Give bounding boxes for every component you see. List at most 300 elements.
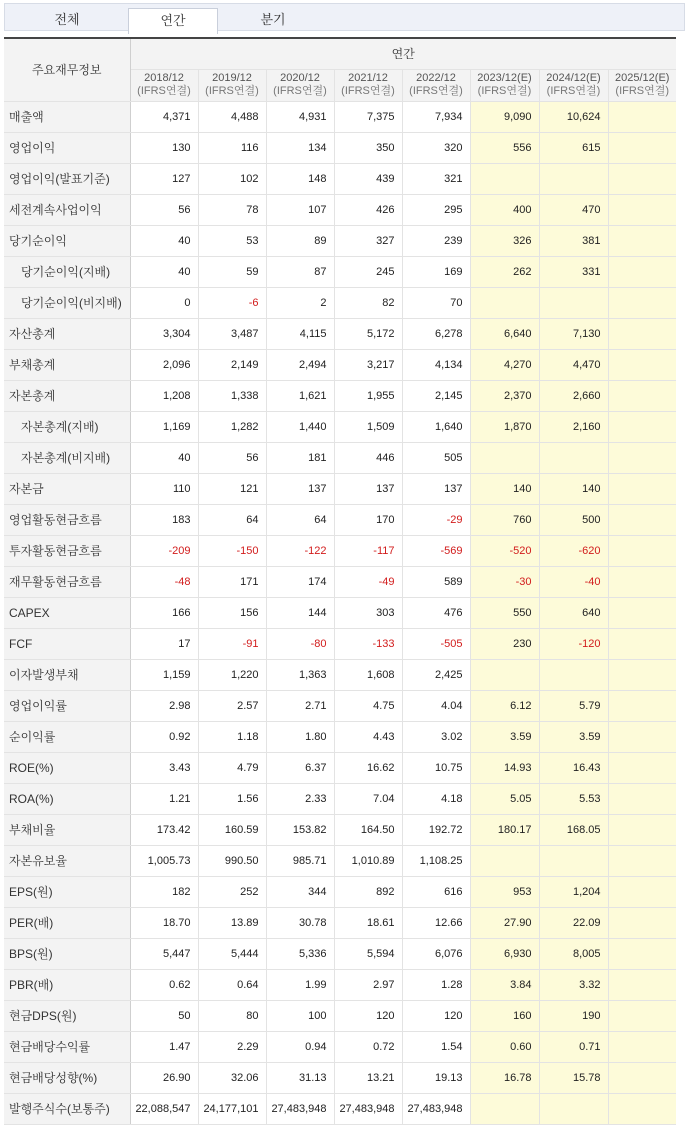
table-cell: 760 [470,504,539,535]
table-cell: 2.57 [198,690,266,721]
table-cell: 4.79 [198,752,266,783]
year-basis: (IFRS연결) [546,85,601,97]
table-cell: 0.71 [539,1031,608,1062]
table-cell: 3.59 [470,721,539,752]
row-label[interactable]: 부채비율 [4,814,130,845]
table-cell: 5,447 [130,938,198,969]
table-cell: 70 [402,287,470,318]
table-cell [608,721,676,752]
table-cell: 14.93 [470,752,539,783]
table-cell [608,225,676,256]
table-cell: 22,088,547 [130,1093,198,1124]
table-cell: 321 [402,163,470,194]
table-cell: 2,494 [266,349,334,380]
tab-all[interactable]: 전체 [54,12,80,27]
table-cell: 2.33 [266,783,334,814]
tab-bar [4,3,685,31]
table-cell: 16.62 [334,752,402,783]
table-cell: 470 [539,194,608,225]
table-cell [608,752,676,783]
table-cell [608,194,676,225]
table-cell: 18.70 [130,907,198,938]
table-cell: 381 [539,225,608,256]
row-label[interactable]: ROA(%) [4,783,130,814]
table-row [4,814,676,845]
table-cell: 1,640 [402,411,470,442]
year-basis: (IFRS연결) [341,85,395,97]
table-cell: 130 [130,132,198,163]
year-basis: (IFRS연결) [409,85,463,97]
table-cell: -122 [266,535,334,566]
table-cell [608,1093,676,1124]
table-cell: 556 [470,132,539,163]
table-row [4,845,676,876]
row-label[interactable]: 순이익률 [4,721,130,752]
table-cell: 40 [130,225,198,256]
table-cell [539,163,608,194]
table-cell: 26.90 [130,1062,198,1093]
table-cell: 2,425 [402,659,470,690]
table-cell: 50 [130,1000,198,1031]
table-cell: 164.50 [334,814,402,845]
table-cell [539,1093,608,1124]
table-row [4,876,676,907]
table-row [4,566,676,597]
table-cell: 1,870 [470,411,539,442]
table-row [4,411,676,442]
table-cell [608,132,676,163]
table-row [4,318,676,349]
table-cell: 476 [402,597,470,628]
table-cell: 1,208 [130,380,198,411]
table-cell: 40 [130,256,198,287]
row-label[interactable]: 자본총계(비지배) [4,442,130,473]
table-cell: 182 [130,876,198,907]
year-period: 2018/12 [144,72,184,84]
financial-table [4,37,676,1125]
table-cell: 953 [470,876,539,907]
table-row [4,721,676,752]
tab-quarterly[interactable]: 분기 [260,12,286,27]
table-cell: 985.71 [266,845,334,876]
table-row [4,752,676,783]
table-cell: 1,608 [334,659,402,690]
table-cell: 24,177,101 [198,1093,266,1124]
row-label[interactable]: 자본금 [4,473,130,504]
table-cell [608,814,676,845]
table-cell: 3.84 [470,969,539,1000]
table-cell: 344 [266,876,334,907]
table-row [4,1000,676,1031]
row-label[interactable]: 영업이익 [4,132,130,163]
row-label[interactable]: 부채총계 [4,349,130,380]
table-cell: 295 [402,194,470,225]
table-cell: 7,934 [402,101,470,132]
table-cell [608,876,676,907]
table-cell: -120 [539,628,608,659]
table-cell [608,163,676,194]
table-cell: 1.80 [266,721,334,752]
table-cell: 153.82 [266,814,334,845]
table-cell: 171 [198,566,266,597]
table-cell: -49 [334,566,402,597]
table-cell: 262 [470,256,539,287]
table-cell: 0 [130,287,198,318]
table-cell: 400 [470,194,539,225]
table-cell: 4,371 [130,101,198,132]
table-cell: 32.06 [198,1062,266,1093]
table-cell: 5.53 [539,783,608,814]
table-row [4,938,676,969]
table-cell: 170 [334,504,402,535]
table-cell: 1,509 [334,411,402,442]
table-cell: 3.59 [539,721,608,752]
table-cell: 13.89 [198,907,266,938]
table-cell: 3.43 [130,752,198,783]
table-cell: 327 [334,225,402,256]
table-cell: 5,336 [266,938,334,969]
table-row [4,504,676,535]
table-cell: 4,931 [266,101,334,132]
table-cell [470,659,539,690]
table-cell: 137 [266,473,334,504]
row-label[interactable]: 영업이익률 [4,690,130,721]
table-cell: -620 [539,535,608,566]
row-label[interactable]: 자본총계 [4,380,130,411]
table-cell: 140 [539,473,608,504]
table-cell: 64 [198,504,266,535]
table-cell [608,659,676,690]
table-cell: -48 [130,566,198,597]
table-cell: 56 [130,194,198,225]
table-row [4,907,676,938]
table-cell: -569 [402,535,470,566]
table-cell: 64 [266,504,334,535]
table-cell: 439 [334,163,402,194]
table-cell: 190 [539,1000,608,1031]
row-label[interactable]: 자산총계 [4,318,130,349]
table-cell: 4,470 [539,349,608,380]
table-cell: 252 [198,876,266,907]
table-cell: 1,005.73 [130,845,198,876]
table-cell: 18.61 [334,907,402,938]
year-header [266,69,334,101]
table-cell [608,969,676,1000]
row-label[interactable]: PBR(배) [4,969,130,1000]
table-cell [539,442,608,473]
table-cell: 326 [470,225,539,256]
table-cell [608,318,676,349]
table-cell [470,442,539,473]
table-cell: 13.21 [334,1062,402,1093]
table-cell: 156 [198,597,266,628]
table-cell: 192.72 [402,814,470,845]
year-basis: (IFRS연결) [137,85,191,97]
table-cell: 4.04 [402,690,470,721]
table-cell: 120 [334,1000,402,1031]
row-label[interactable]: 현금배당성향(%) [4,1062,130,1093]
row-label[interactable]: CAPEX [4,597,130,628]
table-cell [608,101,676,132]
table-row [4,473,676,504]
table-cell [539,287,608,318]
table-cell: 4,488 [198,101,266,132]
row-label[interactable]: 당기순이익(지배) [4,256,130,287]
year-header [608,69,676,101]
table-cell: 30.78 [266,907,334,938]
table-cell: 27,483,948 [266,1093,334,1124]
table-cell: 5,444 [198,938,266,969]
table-cell [608,597,676,628]
table-cell: 78 [198,194,266,225]
table-cell: 2.97 [334,969,402,1000]
row-label[interactable]: 발행주식수(보통주) [4,1093,130,1124]
table-cell: 5,172 [334,318,402,349]
table-cell: 10,624 [539,101,608,132]
table-cell [608,380,676,411]
year-period: 2019/12 [212,72,252,84]
row-label[interactable]: FCF [4,628,130,659]
table-row [4,1062,676,1093]
table-cell: 4.18 [402,783,470,814]
table-row [4,783,676,814]
table-row [4,287,676,318]
table-cell [470,287,539,318]
table-cell: 160.59 [198,814,266,845]
table-cell: 56 [198,442,266,473]
table-cell [539,845,608,876]
table-cell [470,845,539,876]
table-row [4,597,676,628]
table-cell [608,783,676,814]
table-cell: 1.28 [402,969,470,1000]
table-cell: 3,487 [198,318,266,349]
table-cell: 1,338 [198,380,266,411]
table-row [4,535,676,566]
table-cell: 1,621 [266,380,334,411]
row-label[interactable]: 이자발생부채 [4,659,130,690]
table-cell [608,442,676,473]
row-label[interactable]: 매출액 [4,101,130,132]
table-cell: 2,660 [539,380,608,411]
table-cell [608,938,676,969]
table-cell [608,907,676,938]
table-cell: 1,220 [198,659,266,690]
table-cell: 27,483,948 [334,1093,402,1124]
table-cell: 127 [130,163,198,194]
table-cell: 0.62 [130,969,198,1000]
table-cell: 17 [130,628,198,659]
row-label[interactable]: 당기순이익 [4,225,130,256]
table-cell: 239 [402,225,470,256]
year-period: 2025/12(E) [615,72,670,84]
row-label[interactable]: 현금배당수익률 [4,1031,130,1062]
table-cell: 27,483,948 [402,1093,470,1124]
row-label[interactable]: 자본총계(지배) [4,411,130,442]
table-cell: -505 [402,628,470,659]
table-row [4,163,676,194]
table-cell: 110 [130,473,198,504]
table-cell: 12.66 [402,907,470,938]
table-cell: 6,076 [402,938,470,969]
table-cell: 0.60 [470,1031,539,1062]
table-row [4,101,676,132]
year-header [539,69,608,101]
tab-annual[interactable]: 연간 [128,8,218,34]
table-cell: 589 [402,566,470,597]
table-cell: 5.79 [539,690,608,721]
table-cell: 116 [198,132,266,163]
table-row [4,690,676,721]
table-cell: 1.54 [402,1031,470,1062]
table-cell: 7.04 [334,783,402,814]
year-header [402,69,470,101]
table-cell: 320 [402,132,470,163]
table-cell: 245 [334,256,402,287]
table-cell: 350 [334,132,402,163]
table-cell: 27.90 [470,907,539,938]
table-cell: 6,278 [402,318,470,349]
table-cell: 3.02 [402,721,470,752]
table-cell: 0.64 [198,969,266,1000]
table-cell [608,504,676,535]
table-cell: 0.94 [266,1031,334,1062]
row-label[interactable]: 영업이익(발표기준) [4,163,130,194]
row-label[interactable]: 세전계속사업이익 [4,194,130,225]
year-period: 2021/12 [348,72,388,84]
table-cell: 134 [266,132,334,163]
table-cell: 7,375 [334,101,402,132]
row-label[interactable]: 투자활동현금흐름 [4,535,130,566]
table-cell [608,628,676,659]
table-cell: 615 [539,132,608,163]
table-cell: 4,115 [266,318,334,349]
table-row [4,349,676,380]
table-row [4,256,676,287]
table-cell: 16.78 [470,1062,539,1093]
table-cell: 166 [130,597,198,628]
table-cell [608,349,676,380]
year-period: 2024/12(E) [546,72,601,84]
table-cell: 82 [334,287,402,318]
table-cell: 19.13 [402,1062,470,1093]
table-cell: 1,955 [334,380,402,411]
table-cell: 2.29 [198,1031,266,1062]
table-cell: 4.43 [334,721,402,752]
year-header [198,69,266,101]
table-cell: 331 [539,256,608,287]
table-cell: 3,217 [334,349,402,380]
table-cell: -133 [334,628,402,659]
table-cell: 180.17 [470,814,539,845]
row-label[interactable]: BPS(원) [4,938,130,969]
table-cell: -6 [198,287,266,318]
table-cell: 174 [266,566,334,597]
table-cell: 640 [539,597,608,628]
table-cell: 89 [266,225,334,256]
table-cell: 3,304 [130,318,198,349]
table-cell [539,659,608,690]
row-label[interactable]: 자본유보율 [4,845,130,876]
year-period: 2023/12(E) [477,72,532,84]
row-label[interactable]: 당기순이익(비지배) [4,287,130,318]
table-cell: 22.09 [539,907,608,938]
table-cell: 183 [130,504,198,535]
table-cell: -80 [266,628,334,659]
table-row [4,628,676,659]
table-cell [608,411,676,442]
year-basis: (IFRS연결) [615,85,670,97]
table-row [4,1093,676,1124]
year-basis: (IFRS연결) [205,85,259,97]
table-cell: 140 [470,473,539,504]
table-row [4,659,676,690]
row-label[interactable]: 현금DPS(원) [4,1000,130,1031]
table-cell [608,287,676,318]
table-cell: 1,108.25 [402,845,470,876]
table-cell: 6,640 [470,318,539,349]
table-cell [608,1000,676,1031]
table-cell: 1,440 [266,411,334,442]
table-cell: 1,169 [130,411,198,442]
table-cell [608,845,676,876]
table-cell: 230 [470,628,539,659]
row-label[interactable]: EPS(원) [4,876,130,907]
table-cell: 1.47 [130,1031,198,1062]
table-cell: 173.42 [130,814,198,845]
year-header [334,69,402,101]
row-label[interactable]: PER(배) [4,907,130,938]
table-cell: -209 [130,535,198,566]
table-cell: 16.43 [539,752,608,783]
row-label[interactable]: 재무활동현금흐름 [4,566,130,597]
table-cell: 2 [266,287,334,318]
table-row [4,194,676,225]
table-cell [608,535,676,566]
table-cell: 990.50 [198,845,266,876]
table-cell: 181 [266,442,334,473]
table-cell [608,1062,676,1093]
table-cell: 7,130 [539,318,608,349]
table-row [4,1031,676,1062]
table-cell: 5.05 [470,783,539,814]
year-period: 2020/12 [280,72,320,84]
table-cell: 500 [539,504,608,535]
table-cell: 2,370 [470,380,539,411]
table-cell: -150 [198,535,266,566]
row-label[interactable]: 영업활동현금흐름 [4,504,130,535]
table-cell: -520 [470,535,539,566]
table-cell: 4,134 [402,349,470,380]
table-cell: 6.12 [470,690,539,721]
year-basis: (IFRS연결) [273,85,327,97]
table-cell: 1.21 [130,783,198,814]
year-basis: (IFRS연결) [477,85,532,97]
table-cell: 15.78 [539,1062,608,1093]
table-cell: 168.05 [539,814,608,845]
table-cell [608,473,676,504]
table-cell: 446 [334,442,402,473]
table-cell: 80 [198,1000,266,1031]
table-cell: 2,145 [402,380,470,411]
table-cell: 10.75 [402,752,470,783]
table-cell: -91 [198,628,266,659]
table-cell: -29 [402,504,470,535]
table-cell: 160 [470,1000,539,1031]
table-cell: 100 [266,1000,334,1031]
row-label[interactable]: ROE(%) [4,752,130,783]
table-cell: 2.98 [130,690,198,721]
